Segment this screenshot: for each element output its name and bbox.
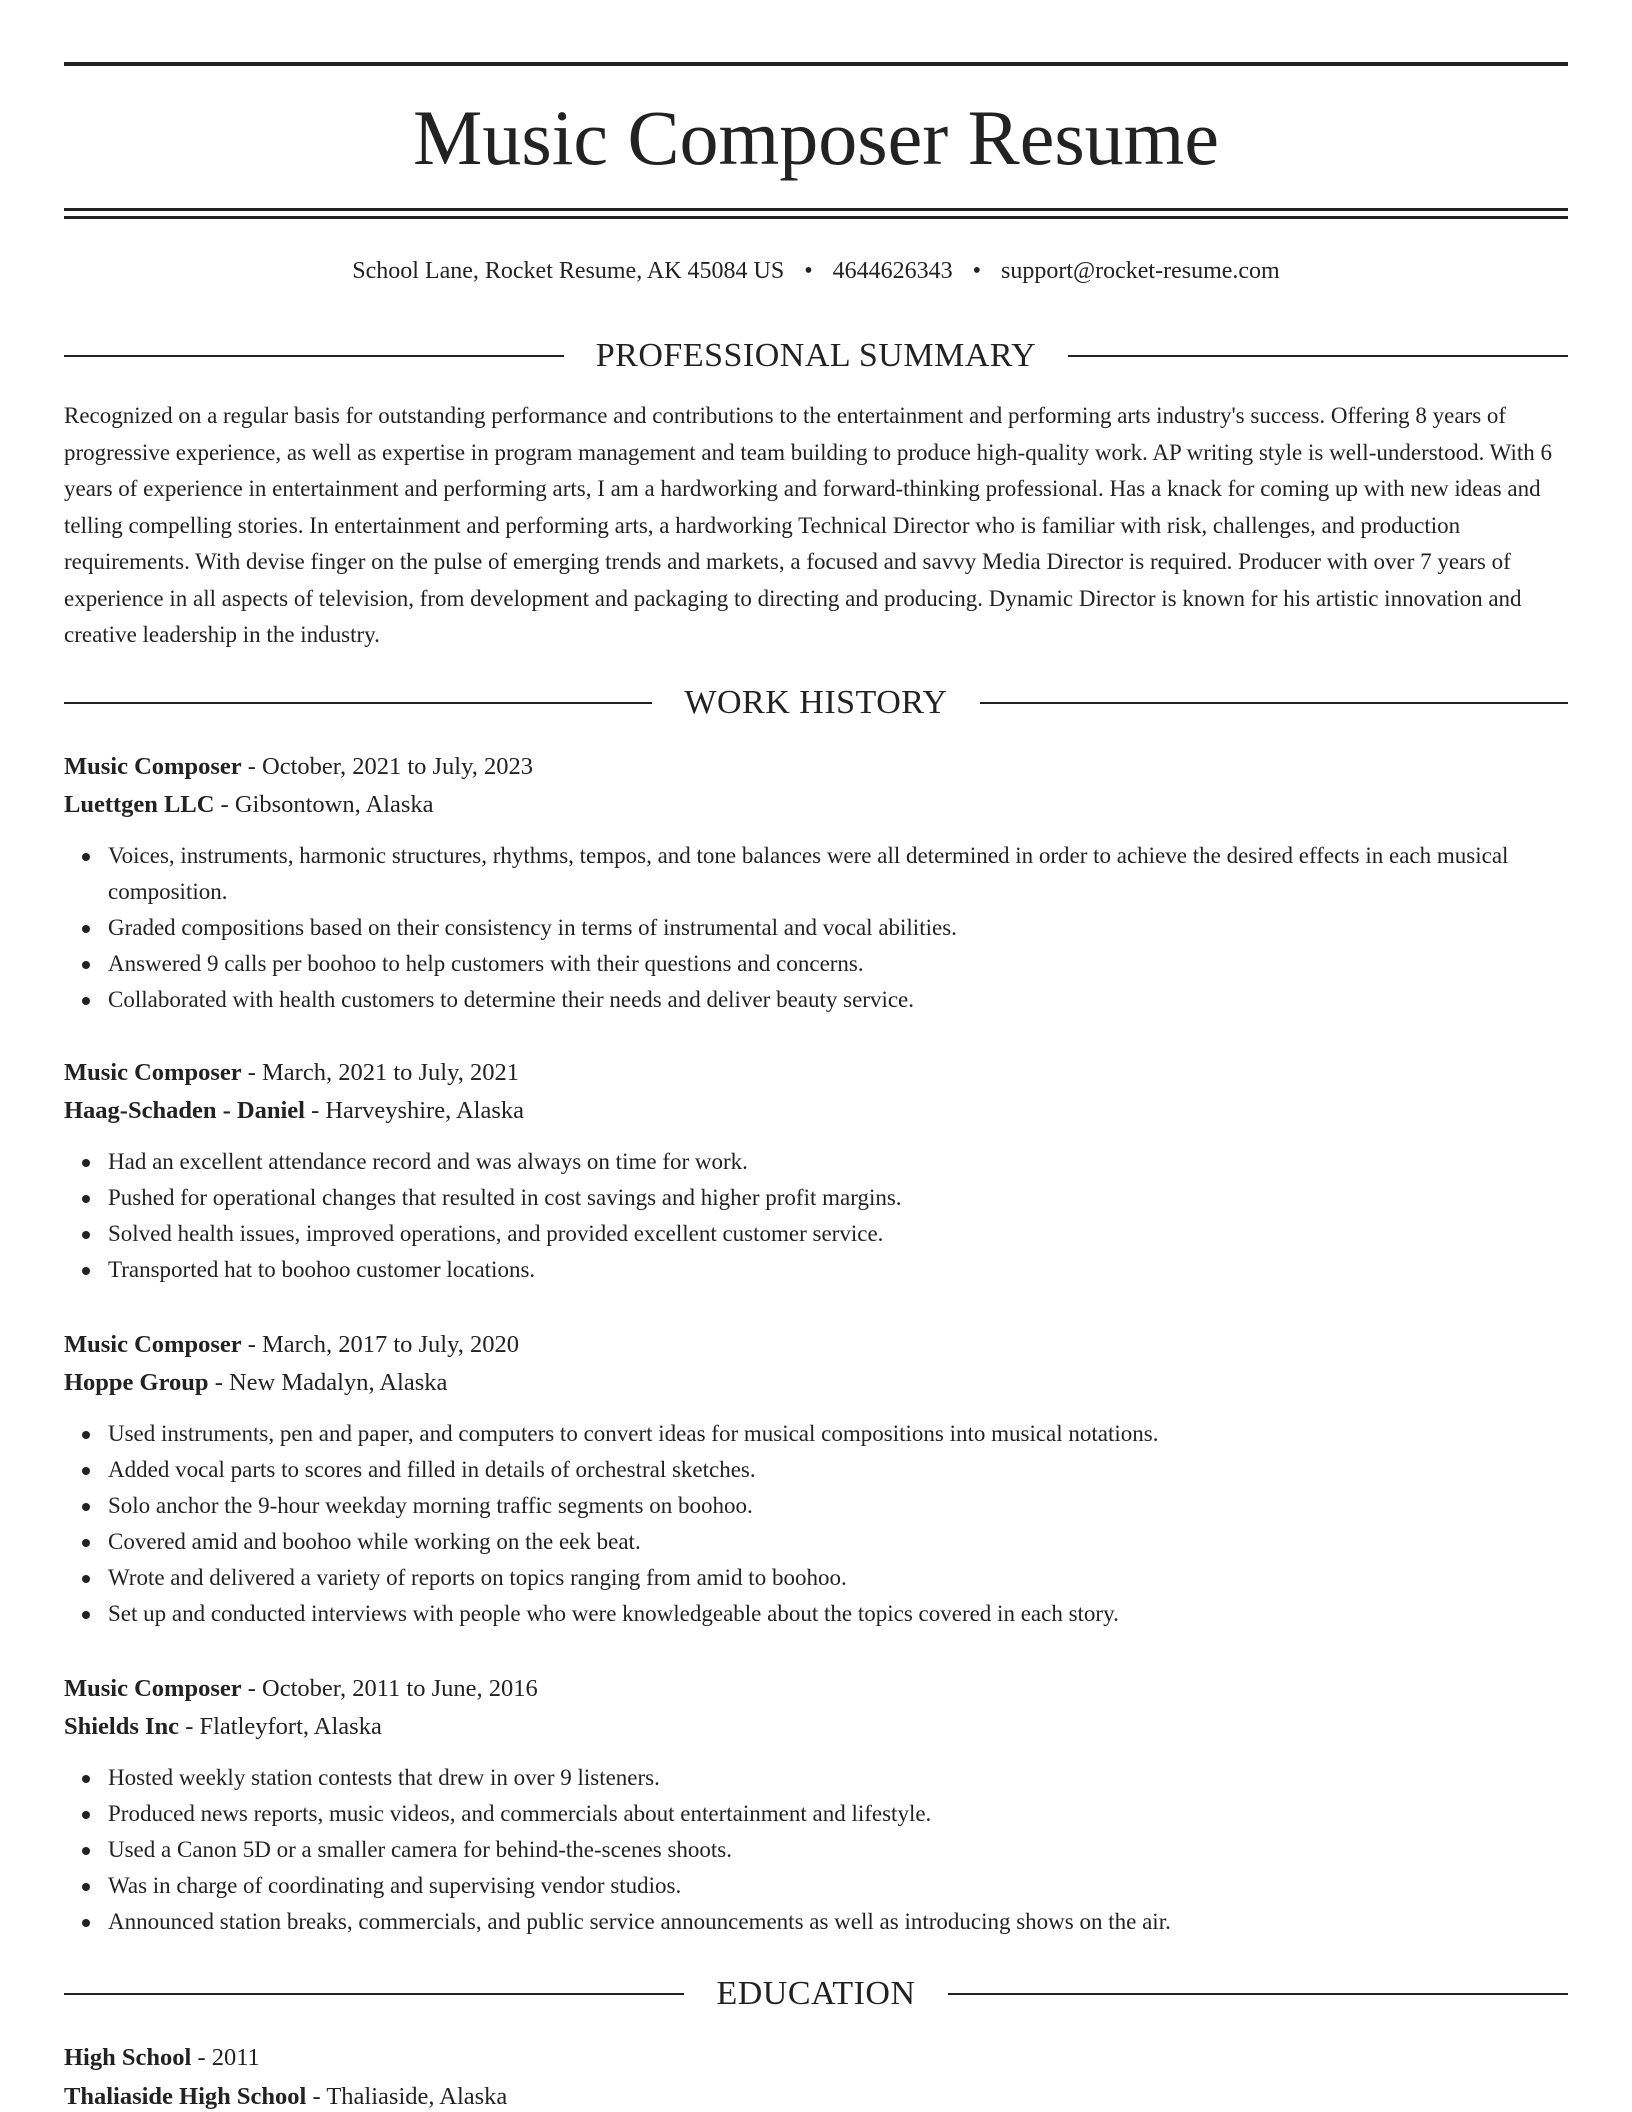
list-item: Graded compositions based on their consistency in terms of instrumental and vocal abilities. [108, 910, 1568, 946]
list-item: Was in charge of coordinating and supervising vendor studios. [108, 1868, 1568, 1904]
contact-separator: • [804, 258, 813, 284]
job-bullets [64, 1416, 1568, 1632]
job-company: Shields Inc [64, 1713, 180, 1740]
job-dates: - October, 2011 to June, 2016 [241, 1675, 538, 1702]
job-title-line [64, 1054, 1568, 1092]
education-location: - Thaliaside, Alaska [306, 2083, 508, 2110]
job-bullets [64, 1760, 1568, 1940]
summary-text: Recognized on a regular basis for outstanding performance and contributions to the entertainment and performing arts industry's success. Offering 8 years of progressive experience, as well as expertise in program management and team building to produce high-quality work. AP writing style is well-understood. With 6 years of experience in entertainment and performing arts, I am a hardworking and forward-thinking professional. Has a knack for coming up with new ideas and telling compelling stories. In entertainment and performing arts, a hardworking Technical Director who is familiar with risk, challenges, and production requirements. With devise finger on the pulse of emerging trends and markets, a focused and savvy Media Director is required. Producer with over 7 years of experience in all aspects of television, from development and packaging to directing and producing. Dynamic Director is known for his artistic innovation and creative leadership in the industry. [64, 403, 1552, 647]
job-company-line [64, 1708, 1568, 1746]
job-dates: - March, 2021 to July, 2021 [241, 1059, 520, 1086]
contact-address: School Lane, Rocket Resume, AK 45084 US [352, 258, 785, 284]
contact-phone: 4644626343 [832, 258, 953, 284]
section-heading-label: WORK HISTORY [684, 684, 948, 721]
education-school: Thaliaside High School [64, 2083, 307, 2110]
page-title: Music Composer Resume [413, 94, 1219, 181]
list-item: Announced station breaks, commercials, and public service announcements as well as introducing shows on the air. [108, 1904, 1568, 1940]
education-entry [64, 2038, 1568, 2112]
job-location: - Gibsontown, Alaska [214, 791, 434, 818]
job-company: Haag-Schaden - Daniel [64, 1097, 305, 1124]
list-item: Answered 9 calls per boohoo to help customers with their questions and concerns. [108, 946, 1568, 982]
list-item: Covered amid and boohoo while working on the eek beat. [108, 1524, 1568, 1560]
job-company: Hoppe Group [64, 1369, 209, 1396]
job-dates: - October, 2021 to July, 2023 [241, 753, 534, 780]
job-title-line [64, 1326, 1568, 1364]
list-item: Had an excellent attendance record and was always on time for work. [108, 1144, 1568, 1180]
list-item: Collaborated with health customers to determine their needs and deliver beauty service. [108, 982, 1568, 1018]
list-item: Solved health issues, improved operations, and provided excellent customer service. [108, 1216, 1568, 1252]
job-entry [64, 1670, 1568, 1940]
list-item: Wrote and delivered a variety of reports on topics ranging from amid to boohoo. [108, 1560, 1568, 1596]
title-rule-upper [64, 208, 1568, 211]
job-title: Music Composer [64, 1059, 242, 1086]
section-heading-summary [64, 334, 1568, 378]
education-degree: High School [64, 2044, 192, 2071]
heading-rule [64, 702, 652, 704]
list-item: Used a Canon 5D or a smaller camera for behind-the-scenes shoots. [108, 1832, 1568, 1868]
job-company-line [64, 1092, 1568, 1130]
top-rule [64, 62, 1568, 66]
heading-rule [980, 702, 1568, 704]
list-item: Hosted weekly station contests that drew in over 9 listeners. [108, 1760, 1568, 1796]
heading-rule [1068, 355, 1568, 357]
list-item: Solo anchor the 9-hour weekday morning traffic segments on boohoo. [108, 1488, 1568, 1524]
job-title-line [64, 748, 1568, 786]
section-heading-label: PROFESSIONAL SUMMARY [595, 337, 1037, 374]
heading-rule [948, 1993, 1568, 1995]
heading-rule [64, 1993, 684, 1995]
list-item: Added vocal parts to scores and filled in details of orchestral sketches. [108, 1452, 1568, 1488]
job-location: - Harveyshire, Alaska [304, 1097, 525, 1124]
job-entry [64, 1054, 1568, 1288]
list-item: Used instruments, pen and paper, and computers to convert ideas for musical compositions into musical notations. [108, 1416, 1568, 1452]
job-entry [64, 748, 1568, 1018]
title-rule-lower [64, 216, 1568, 219]
list-item: Produced news reports, music videos, and commercials about entertainment and lifestyle. [108, 1796, 1568, 1832]
job-location: - Flatleyfort, Alaska [179, 1713, 382, 1740]
contact-email: support@rocket-resume.com [1001, 258, 1280, 284]
job-dates: - March, 2017 to July, 2020 [241, 1331, 520, 1358]
section-heading-education [64, 1972, 1568, 2016]
job-title: Music Composer [64, 1675, 242, 1702]
job-location: - New Madalyn, Alaska [208, 1369, 448, 1396]
section-heading-label: EDUCATION [716, 1975, 916, 2012]
list-item: Set up and conducted interviews with people who were knowledgeable about the topics covered in each story. [108, 1596, 1568, 1632]
job-bullets [64, 1144, 1568, 1288]
list-item: Voices, instruments, harmonic structures, rhythms, tempos, and tone balances were all determined in order to achieve the desired effects in each musical composition. [108, 838, 1568, 910]
education-school-line [64, 2077, 1568, 2112]
education-year: - 2011 [191, 2044, 260, 2071]
job-entry [64, 1326, 1568, 1632]
heading-rule [64, 355, 564, 357]
list-item: Pushed for operational changes that resulted in cost savings and higher profit margins. [108, 1180, 1568, 1216]
section-heading-work [64, 681, 1568, 725]
education-degree-line [64, 2038, 1568, 2077]
job-company: Luettgen LLC [64, 791, 215, 818]
job-bullets [64, 838, 1568, 1018]
job-title-line [64, 1670, 1568, 1708]
contact-line [64, 254, 1568, 288]
job-title: Music Composer [64, 753, 242, 780]
job-company-line [64, 1364, 1568, 1402]
list-item: Transported hat to boohoo customer locations. [108, 1252, 1568, 1288]
job-title: Music Composer [64, 1331, 242, 1358]
job-company-line [64, 786, 1568, 824]
contact-separator: • [972, 258, 982, 284]
